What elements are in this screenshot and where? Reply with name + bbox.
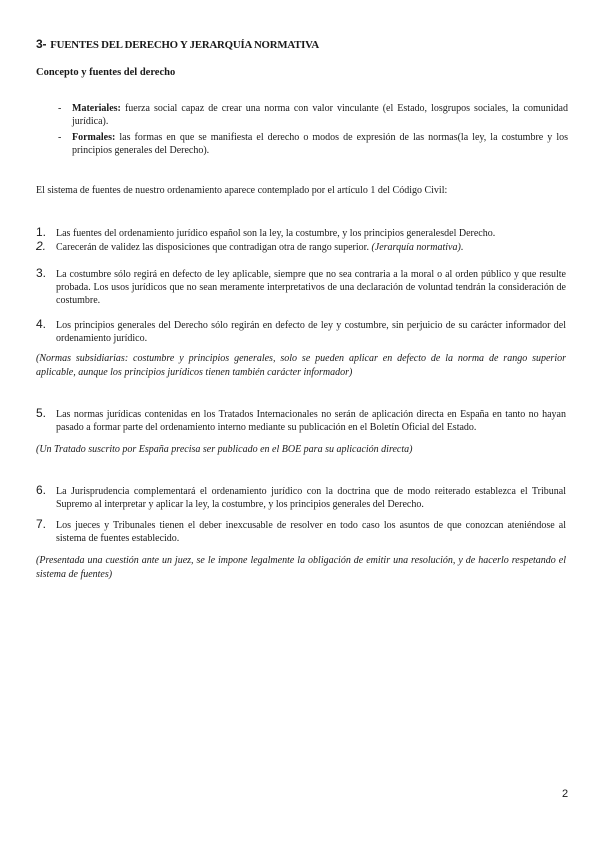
section-number: 3- — [36, 37, 47, 51]
numbered-item — [36, 319, 566, 345]
italic-note: (Un Tratado suscrito por España precisa ser publicado en el BOE para su aplicación directa) — [36, 444, 413, 455]
bullet-dash: - — [58, 103, 62, 114]
numbered-item — [36, 519, 566, 545]
item-number: 3. — [36, 266, 47, 280]
item-text: La costumbre sólo regirá en defecto de ley aplicable, siempre que no sea contraria a la moral o al orden público y que resulte probada. Los usos jurídicos que no sean meramente interpretativos de una declaración de voluntad tendrán la consideración de costumbre. — [56, 269, 566, 306]
numbered-item — [36, 408, 566, 434]
bullet-term: Formales: — [72, 132, 116, 143]
list-item — [58, 102, 568, 128]
item-text: Los jueces y Tribunales tienen el deber inexcusable de resolver en todo caso los asuntos de que conozcan ateniéndose al sistema de fuentes establecido. — [56, 520, 566, 544]
numbered-item — [36, 268, 566, 307]
italic-note: (Presentada una cuestión ante un juez, se le impone legalmente la obligación de emitir una resolución, y de hacerlo respetando el sistema de fuentes) — [36, 555, 566, 580]
numbered-item — [36, 241, 566, 254]
italic-note: (Normas subsidiarias: costumbre y principios generales, solo se pueden aplicar en defecto de la norma de rango superior aplicable, aunque los principios jurídicos tienen también carácter informador) — [36, 353, 566, 378]
numbered-item — [36, 485, 566, 511]
item-number: 6. — [36, 483, 47, 497]
page-number: 2 — [562, 788, 569, 800]
item-text: La Jurisprudencia complementará el ordenamiento jurídico con la doctrina que de modo reiterado establezca el Tribunal Supremo al interpretar y aplicar la ley, la costumbre, y los principios generales del Derecho. — [56, 486, 566, 510]
item-number: 2. — [36, 239, 47, 253]
item-text: Carecerán de validez las disposiciones que contradigan otra de rango superior. (Jerarquía normativa). — [56, 242, 464, 253]
numbered-item — [36, 227, 566, 240]
item-italic-note: (Jerarquía normativa) — [371, 242, 461, 253]
item-number: 7. — [36, 517, 47, 531]
item-number: 1. — [36, 225, 47, 239]
bullet-list — [58, 102, 568, 160]
bullet-term: Materiales: — [72, 103, 121, 114]
item-number: 4. — [36, 317, 47, 331]
section-title: FUENTES DEL DERECHO Y JERARQUÍA NORMATIVA — [50, 39, 319, 51]
bullet-dash: - — [58, 132, 62, 143]
list-item — [58, 131, 568, 157]
item-text: Las normas jurídicas contenidas en los Tratados Internacionales no serán de aplicación directa en España en tanto no hayan pasado a formar parte del ordenamiento interno mediante su publicación en el Boletín Oficial del Estado. — [56, 409, 566, 433]
intro-paragraph: El sistema de fuentes de nuestro ordenamiento aparece contemplado por el artículo 1 del Código Civil: — [36, 185, 448, 196]
bullet-text: fuerza social capaz de crear una norma con valor vinculante (el Estado, losgrupos sociales, la comunidad jurídica). — [72, 103, 568, 127]
subsection-heading: Concepto y fuentes del derecho — [36, 67, 176, 78]
section-heading — [36, 37, 319, 51]
item-text: Los principios generales del Derecho sólo regirán en defecto de ley y costumbre, sin perjuicio de su carácter informador del ordenamiento jurídico. — [56, 320, 566, 344]
item-number: 5. — [36, 406, 47, 420]
item-text: Las fuentes del ordenamiento jurídico español son la ley, la costumbre, y los principios generalesdel Derecho. — [56, 228, 496, 239]
bullet-text: las formas en que se manifiesta el derecho o modos de expresión de las normas(la ley, la costumbre y los principios generales del Derecho). — [72, 132, 568, 156]
